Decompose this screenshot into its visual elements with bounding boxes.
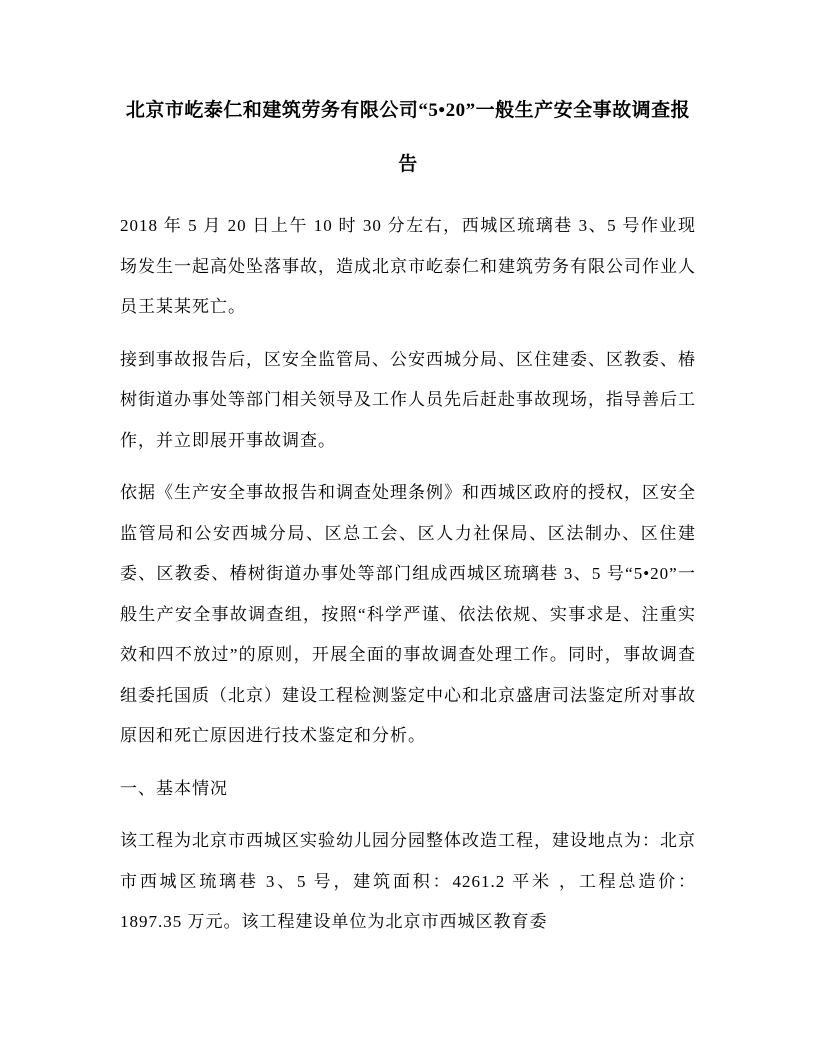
document-title: 北京市屹泰仁和建筑劳务有限公司“5•20”一般生产安全事故调查报告 — [125, 100, 691, 175]
paragraph-investigation-team: 依据《生产安全事故报告和调查处理条例》和西城区政府的授权，区安全监管局和公安西城分局、区总工会、区人力社保局、区法制办、区住建委、区教委、椿树街道办事处等部门组成西城区琉璃巷 3、5 号“5•20”一般生产安全事故调查组，按照“科学严谨、依法依规、实事求是、注重实效和四不放过”的原则，开展全面的事故调查处理工作。同时，事故调查组委托国质（北京）建设工程检测鉴定中心和北京盛唐司法鉴定所对事故原因和死亡原因进行技术鉴定和分析。 — [120, 483, 696, 745]
paragraph-response: 接到事故报告后，区安全监管局、公安西城分局、区住建委、区教委、椿树街道办事处等部门相关领导及工作人员先后赶赴事故现场，指导善后工作，并立即展开事故调查。 — [120, 349, 696, 450]
section-heading-basic-info: 一、基本情况 — [120, 778, 228, 798]
paragraph-project-info: 该工程为北京市西城区实验幼儿园分园整体改造工程，建设地点为：北京市西城区琉璃巷 3、5 号，建筑面积：4261.2 平米 ，工程总造价：1897.35 万元。该工程建设单位为北京市西城区教育委 — [120, 831, 696, 931]
paragraph-accident-summary: 2018 年 5 月 20 日上午 10 时 30 分左右，西城区琉璃巷 3、5 号作业现场发生一起高处坠落事故，造成北京市屹泰仁和建筑劳务有限公司作业人员王某某死亡。 — [120, 216, 696, 316]
